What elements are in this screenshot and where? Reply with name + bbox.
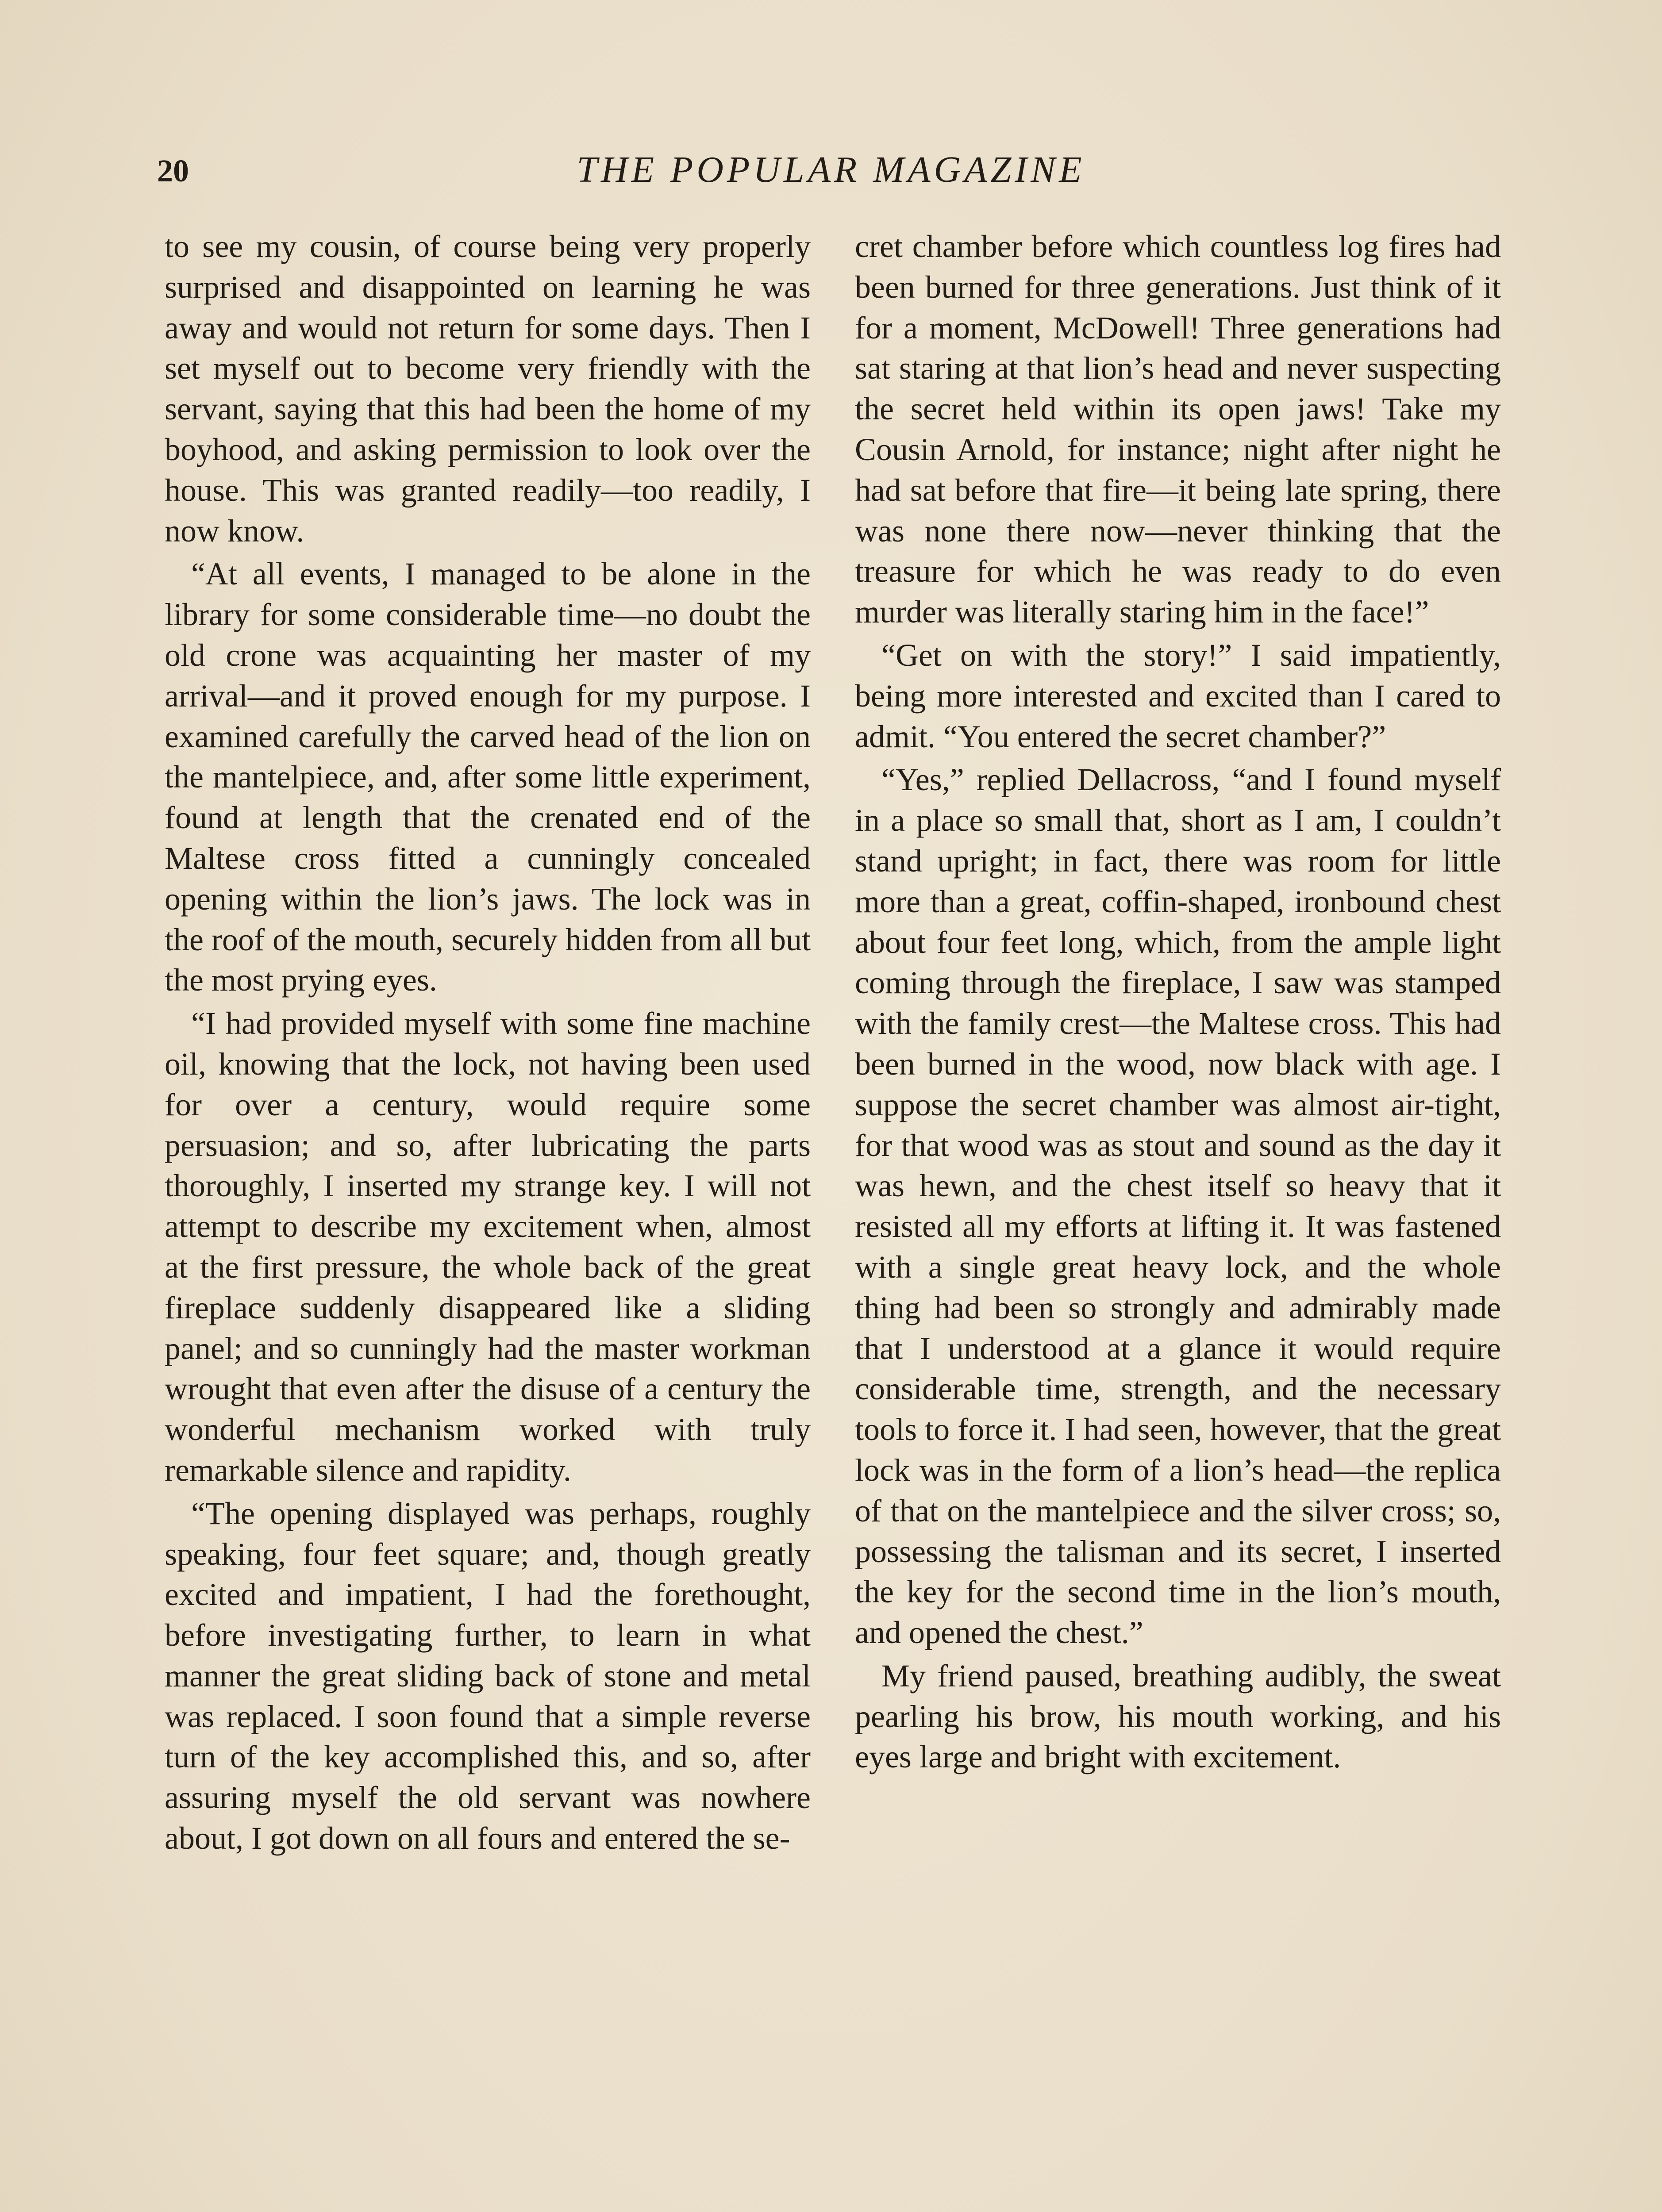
paragraph: “I had provided myself with some fine machine oil, knowing that the lock, not having been used for over a century, would require some persuasion; and so, after lubricating the parts thoroughly, I inserted my strange key. I will not attempt to describe my excitement when, almost at the first pressure, the whole back of the great fireplace suddenly disappeared like a sliding panel; and so cunningly had the master workman wrought that even after the disuse of a century the wonderful mechanism worked with truly remarkable silence and rapidity. bbox=[165, 1006, 811, 1488]
paragraph: My friend paused, breathing audibly, the sweat pearling his brow, his mouth working, and his eyes large and bright with excitement. bbox=[855, 1658, 1501, 1775]
paragraph: cret chamber before which countless log fires had been burned for three generations. Just think of it for a moment, McDowell! Three generations had sat staring at that lion’s head and never suspecting the secret held within its open jaws! Take my Cousin Arnold, for instance; night after night he had sat before that fire—it being late spring, there was none there now—never thinking that the treasure for which he was ready to do even murder was literally staring him in the face!” bbox=[855, 229, 1501, 630]
page-number: 20 bbox=[157, 153, 189, 188]
left-column bbox=[165, 227, 811, 1859]
paragraph: “Yes,” replied Dellacross, “and I found myself in a place so small that, short as I am, I couldn’t stand upright; in fact, there was room for little more than a great, coffin-shaped, ironbound chest about four feet long, which, from the ample light coming through the fireplace, I saw was stamped with the family crest—the Maltese cross. This had been burned in the wood, now black with age. I suppose the secret chamber was almost air-tight, for that wood was as stout and sound as the day it was hewn, and the chest itself so heavy that it resisted all my efforts at lifting it. It was fastened with a single great heavy lock, and the whole thing had been so strongly and admirably made that I understood at a glance it would require considerable time, strength, and the necessary tools to force it. I had seen, however, that the great lock was in the form of a lion’s head—the replica of that on the mantelpiece and the silver cross; so, possessing the talisman and its secret, I inserted the key for the second time in the lion’s mouth, and opened the chest.” bbox=[855, 762, 1501, 1651]
running-head: THE POPULAR MAGAZINE bbox=[577, 149, 1085, 190]
paragraph: to see my cousin, of course being very properly surprised and disappointed on learning he was away and would not return for some days. Then I set myself out to become very friendly with the servant, saying that this had been the home of my boyhood, and asking permission to look over the house. This was granted readily—too readily, I now know. bbox=[165, 229, 811, 549]
paragraph: “Get on with the story!” I said impatiently, being more interested and excited than I cared to admit. “You entered the secret chamber?” bbox=[855, 637, 1501, 754]
paragraph: “The opening displayed was perhaps, roughly speaking, four feet square; and, though greatly excited and impatient, I had the forethought, before investigating further, to learn in what manner the great sliding back of stone and metal was replaced. I soon found that a simple reverse turn of the key accomplished this, and so, after assuring myself the old servant was nowhere about, I got down on all fours and entered the se- bbox=[165, 1495, 811, 1856]
paragraph: “At all events, I managed to be alone in the library for some considerable time—no doubt the old crone was acquainting her master of my arrival—and it proved enough for my purpose. I examined carefully the carved head of the lion on the mantelpiece, and, after some little experiment, found at length that the crenated end of the Maltese cross fitted a cunningly concealed opening within the lion’s jaws. The lock was in the roof of the mouth, securely hidden from all but the most prying eyes. bbox=[165, 556, 811, 998]
right-column bbox=[855, 227, 1501, 1778]
